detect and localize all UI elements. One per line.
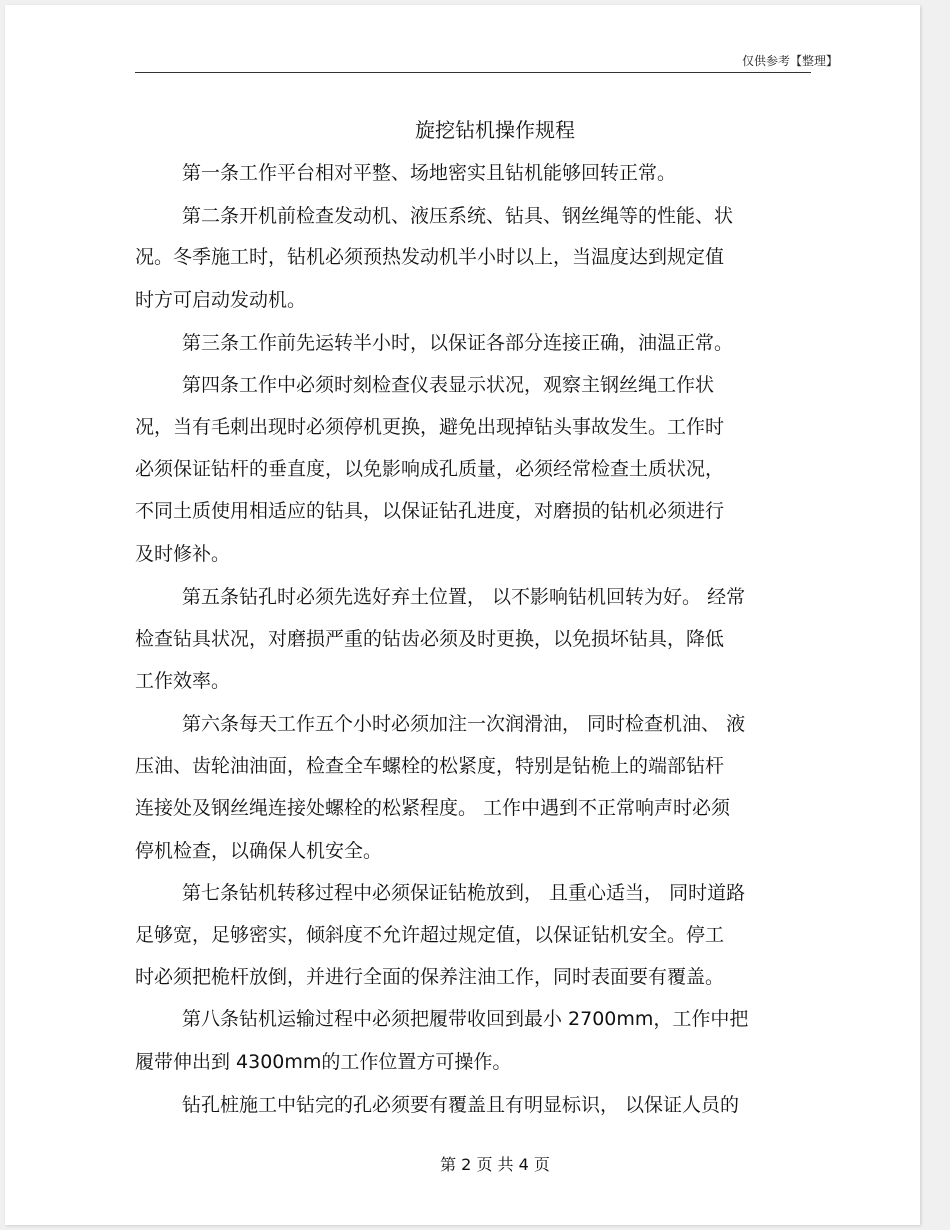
body-line: 第六条每天工作五个小时必须加注一次润滑油， 同时检查机油、 液 [182, 713, 746, 735]
body-line: 第三条工作前先运转半小时，以保证各部分连接正确，油温正常。 [182, 332, 734, 354]
body-line: 检查钻具状况，对磨损严重的钻齿必须及时更换，以免损坏钻具，降低 [135, 628, 725, 650]
page-number-footer: 第 2 页 共 4 页 [440, 1155, 550, 1174]
body-line: 不同土质使用相适应的钻具，以保证钻孔进度，对磨损的钻机必须进行 [135, 500, 725, 522]
body-line: 工作效率。 [135, 670, 231, 692]
body-line: 第四条工作中必须时刻检查仪表显示状况，观察主钢丝绳工作状 [182, 374, 715, 396]
body-line: 履带伸出到 4300mm的工作位置方可操作。 [135, 1051, 512, 1073]
body-line: 及时修补。 [135, 543, 231, 565]
body-line: 况。冬季施工时，钻机必须预热发动机半小时以上，当温度达到规定值 [135, 246, 725, 268]
body-line: 停机检查，以确保人机安全。 [135, 840, 383, 862]
body-line: 足够宽，足够密实，倾斜度不允许超过规定值，以保证钻机安全。停工 [135, 924, 725, 946]
body-line: 第五条钻孔时必须先选好弃土位置， 以不影响钻机回转为好。 经常 [182, 586, 746, 608]
body-line: 第二条开机前检查发动机、液压系统、钻具、钢丝绳等的性能、状 [182, 205, 734, 227]
body-line: 钻孔桩施工中钻完的孔必须要有覆盖且有明显标识， 以保证人员的 [182, 1094, 740, 1116]
body-line: 时方可启动发动机。 [135, 289, 307, 311]
body-line: 压油、齿轮油油面，检查全车螺栓的松紧度，特别是钻桅上的端部钻杆 [135, 755, 725, 777]
body-line: 连接处及钢丝绳连接处螺栓的松紧程度。 工作中遇到不正常响声时必须 [135, 797, 731, 819]
body-line: 必须保证钻杆的垂直度，以免影响成孔质量，必须经常检查土质状况， [135, 458, 725, 480]
body-line: 第七条钻机转移过程中必须保证钻桅放到， 且重心适当， 同时道路 [182, 882, 746, 904]
body-line: 第八条钻机运输过程中必须把履带收回到最小 2700mm，工作中把 [182, 1008, 749, 1030]
document-title: 旋挖钻机操作规程 [415, 118, 575, 142]
header-note: 仅供参考【整理】 [741, 54, 838, 68]
body-line: 时必须把桅杆放倒，并进行全面的保养注油工作，同时表面要有覆盖。 [135, 966, 725, 988]
body-line: 第一条工作平台相对平整、场地密实且钻机能够回转正常。 [182, 162, 677, 184]
body-line: 况，当有毛刺出现时必须停机更换，避免出现掉钻头事故发生。工作时 [135, 416, 725, 438]
